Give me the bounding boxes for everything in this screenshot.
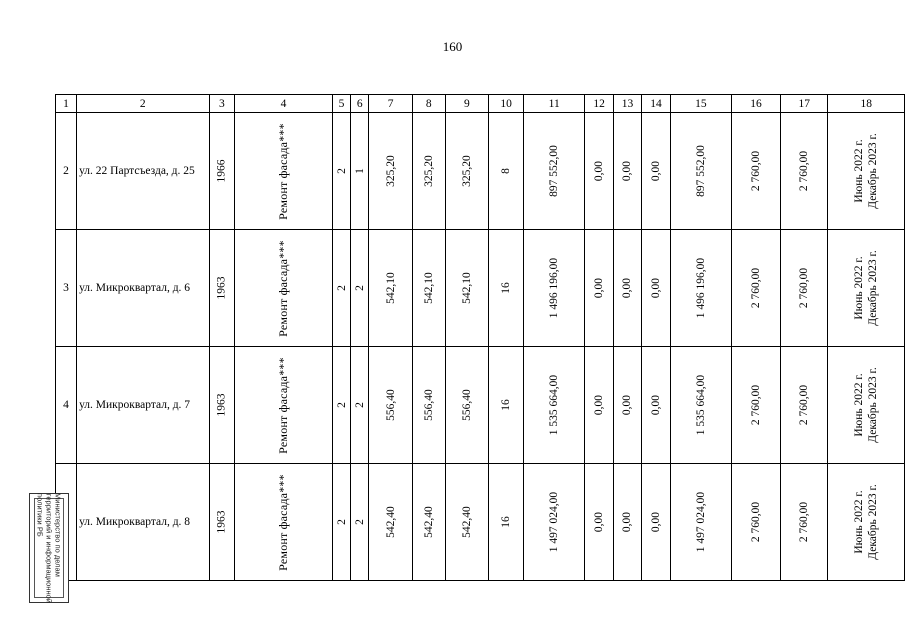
cell-c16-text: 2 760,00 (750, 384, 763, 426)
cell-work-text: Ремонт фасада*** (276, 239, 291, 337)
cell-c5-text: 2 (335, 519, 348, 525)
period-text (852, 250, 880, 326)
cell-c10-text: 8 (500, 168, 513, 174)
cell-c9 (445, 230, 489, 347)
cell-c1: 2 (56, 113, 77, 230)
period-end: Декабрь 2023 г. (867, 484, 880, 560)
cell-c14 (642, 464, 670, 581)
cell-c17-text: 2 760,00 (798, 501, 811, 543)
cell-c6-text: 2 (353, 402, 366, 408)
cell-period (828, 113, 905, 230)
cell-c7-text: 556,40 (384, 389, 397, 421)
cell-c17 (781, 347, 828, 464)
cell-c5 (332, 464, 350, 581)
cell-c15 (670, 464, 731, 581)
cell-c15-text: 897 552,00 (694, 145, 707, 197)
header-cell: 14 (642, 95, 670, 113)
cell-c9 (445, 464, 489, 581)
cell-c17-text: 2 760,00 (798, 150, 811, 192)
cell-year (209, 113, 235, 230)
period-text (852, 484, 880, 560)
cell-work (235, 230, 333, 347)
header-cell: 18 (828, 95, 905, 113)
cell-c12-text: 0,00 (593, 277, 606, 299)
cell-c5-text: 2 (335, 285, 348, 291)
cell-c14-text: 0,00 (649, 160, 662, 182)
repair-schedule-table (55, 94, 905, 581)
cell-c15-text: 1 497 024,00 (694, 491, 707, 553)
cell-c1: 4 (56, 347, 77, 464)
cell-c12 (585, 230, 613, 347)
cell-c14-text: 0,00 (649, 277, 662, 299)
header-cell: 1 (56, 95, 77, 113)
cell-c14-text: 0,00 (649, 511, 662, 533)
cell-c10-text: 16 (500, 399, 513, 411)
cell-c16-text: 2 760,00 (750, 267, 763, 309)
cell-c8 (412, 464, 445, 581)
table-row (56, 230, 905, 347)
cell-c9 (445, 113, 489, 230)
cell-c7 (369, 230, 413, 347)
cell-c15-text: 1 496 196,00 (694, 257, 707, 319)
stamp-line: политики РБ (35, 493, 45, 537)
header-cell: 3 (209, 95, 235, 113)
cell-year-text: 1963 (215, 393, 228, 417)
cell-work (235, 347, 333, 464)
cell-year (209, 347, 235, 464)
cell-c17-text: 2 760,00 (798, 267, 811, 309)
table-row (56, 113, 905, 230)
cell-c17 (781, 464, 828, 581)
header-row (56, 95, 905, 113)
header-cell: 11 (524, 95, 585, 113)
cell-c11-text: 1 497 024,00 (548, 491, 561, 553)
cell-c13 (613, 464, 641, 581)
cell-c12-text: 0,00 (593, 160, 606, 182)
period-end: Декабрь 2023 г. (867, 367, 880, 443)
cell-c10-text: 16 (500, 282, 513, 294)
period-start: Июнь 2022 г. (853, 256, 866, 320)
header-cell: 5 (332, 95, 350, 113)
cell-c15-text: 1 535 664,00 (694, 374, 707, 436)
cell-c11 (524, 113, 585, 230)
period-start: Июнь 2022 г. (853, 139, 866, 203)
cell-c13-text: 0,00 (621, 277, 634, 299)
header-cell: 2 (77, 95, 209, 113)
cell-c14 (642, 230, 670, 347)
stamp-line: территорий и информационной (44, 493, 54, 603)
cell-period (828, 464, 905, 581)
cell-c13-text: 0,00 (621, 160, 634, 182)
cell-c9-text: 556,40 (460, 389, 473, 421)
cell-c1: 3 (56, 230, 77, 347)
cell-c16-text: 2 760,00 (750, 150, 763, 192)
page-number: 160 (442, 39, 463, 54)
cell-c12-text: 0,00 (593, 394, 606, 416)
stamp-line: Министерство по делам (53, 493, 63, 577)
cell-c6-text: 2 (353, 285, 366, 291)
cell-c6-text: 2 (353, 519, 366, 525)
cell-period (828, 347, 905, 464)
cell-c9 (445, 347, 489, 464)
cell-work-text: Ремонт фасада*** (276, 473, 291, 571)
cell-c17-text: 2 760,00 (798, 384, 811, 426)
stamp-text (36, 493, 63, 603)
cell-c8 (412, 347, 445, 464)
header-cell: 10 (489, 95, 524, 113)
cell-c5 (332, 230, 350, 347)
cell-address: ул. 22 Партсъезда, д. 25 (77, 113, 209, 230)
cell-c8 (412, 113, 445, 230)
cell-c16 (732, 464, 781, 581)
cell-c11 (524, 464, 585, 581)
cell-work (235, 113, 333, 230)
cell-c7-text: 542,40 (384, 506, 397, 538)
cell-c9-text: 542,40 (460, 506, 473, 538)
cell-c6-text: 1 (353, 168, 366, 174)
cell-c10-text: 16 (500, 516, 513, 528)
cell-c16 (732, 113, 781, 230)
cell-c11-text: 1 535 664,00 (548, 374, 561, 436)
cell-c8-text: 325,20 (422, 155, 435, 187)
cell-c7 (369, 464, 413, 581)
period-start: Июнь 2022 г. (853, 373, 866, 437)
cell-c13 (613, 113, 641, 230)
cell-c6 (351, 230, 369, 347)
header-cell: 8 (412, 95, 445, 113)
cell-c14 (642, 347, 670, 464)
cell-c6 (351, 113, 369, 230)
cell-c5-text: 2 (335, 402, 348, 408)
cell-c13-text: 0,00 (621, 394, 634, 416)
cell-c13-text: 0,00 (621, 511, 634, 533)
header-cell: 9 (445, 95, 489, 113)
cell-c16-text: 2 760,00 (750, 501, 763, 543)
cell-c7-text: 325,20 (384, 155, 397, 187)
header-cell: 15 (670, 95, 731, 113)
header-cell: 13 (613, 95, 641, 113)
cell-c15 (670, 230, 731, 347)
table-row (56, 464, 905, 581)
cell-year-text: 1963 (215, 510, 228, 534)
cell-c8 (412, 230, 445, 347)
cell-c14-text: 0,00 (649, 394, 662, 416)
header-cell: 6 (351, 95, 369, 113)
cell-c5 (332, 347, 350, 464)
cell-year-text: 1963 (215, 276, 228, 300)
cell-c12 (585, 464, 613, 581)
cell-c17 (781, 230, 828, 347)
period-end: Декабрь 2023 г. (867, 133, 880, 209)
header-cell: 17 (781, 95, 828, 113)
cell-year (209, 230, 235, 347)
cell-c17 (781, 113, 828, 230)
cell-c16 (732, 230, 781, 347)
cell-address: ул. Микроквартал, д. 7 (77, 347, 209, 464)
cell-c8-text: 542,10 (422, 272, 435, 304)
cell-c14 (642, 113, 670, 230)
cell-c11-text: 1 496 196,00 (548, 257, 561, 319)
cell-c10 (489, 230, 524, 347)
cell-c15 (670, 113, 731, 230)
cell-c16 (732, 347, 781, 464)
cell-c9-text: 542,10 (460, 272, 473, 304)
period-text (852, 367, 880, 443)
cell-c6 (351, 464, 369, 581)
table-row (56, 347, 905, 464)
cell-c12 (585, 347, 613, 464)
cell-c8-text: 556,40 (422, 389, 435, 421)
cell-c5-text: 2 (335, 168, 348, 174)
header-cell: 7 (369, 95, 413, 113)
cell-c9-text: 325,20 (460, 155, 473, 187)
cell-c10 (489, 464, 524, 581)
cell-c7-text: 542,10 (384, 272, 397, 304)
cell-c12-text: 0,00 (593, 511, 606, 533)
cell-c13 (613, 347, 641, 464)
cell-c5 (332, 113, 350, 230)
cell-year-text: 1966 (215, 159, 228, 183)
cell-c7 (369, 347, 413, 464)
period-start: Июнь 2022 г. (853, 490, 866, 554)
official-stamp (29, 493, 69, 603)
cell-period (828, 230, 905, 347)
header-cell: 4 (235, 95, 333, 113)
cell-year (209, 464, 235, 581)
cell-work-text: Ремонт фасада*** (276, 356, 291, 454)
cell-c11 (524, 347, 585, 464)
cell-c13 (613, 230, 641, 347)
cell-c7 (369, 113, 413, 230)
cell-work (235, 464, 333, 581)
cell-c8-text: 542,40 (422, 506, 435, 538)
cell-c12 (585, 113, 613, 230)
cell-work-text: Ремонт фасада*** (276, 122, 291, 220)
cell-address: ул. Микроквартал, д. 8 (77, 464, 209, 581)
cell-c10 (489, 113, 524, 230)
period-end: Декабрь 2023 г. (867, 250, 880, 326)
period-text (852, 133, 880, 209)
cell-c11 (524, 230, 585, 347)
cell-c11-text: 897 552,00 (548, 145, 561, 197)
cell-c10 (489, 347, 524, 464)
cell-c15 (670, 347, 731, 464)
header-cell: 16 (732, 95, 781, 113)
header-cell: 12 (585, 95, 613, 113)
cell-address: ул. Микроквартал, д. 6 (77, 230, 209, 347)
cell-c6 (351, 347, 369, 464)
